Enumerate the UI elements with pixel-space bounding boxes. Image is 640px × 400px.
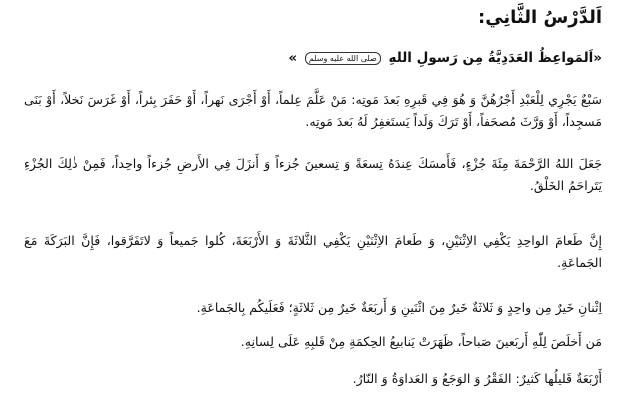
section-heading (288, 47, 602, 69)
hadith-paragraph-5: مَن أَخلَصَ لِلّٰهِ أَربَعينَ صَباحاً، ظَهَرَتْ يَنابيعُ الحِكمَةِ مِنْ قَلبِهِ عَلَى لِسانِهِ. (240, 334, 602, 349)
hadith-paragraph-4: اِثْنانِ خَيرٌ مِن واحِدٍ وَ ثَلاثَةٌ خَيرٌ مِنَ اثْنَينِ وَ أَربَعَةٌ خَيرٌ مِن ثَلاثَةٍ؛ فَعَلَيكُم بِالجَماعَةِ. (196, 300, 602, 315)
salawat-emblem: صلى الله عليه وسلم (305, 52, 381, 65)
section-heading-closing: » (288, 50, 298, 66)
section-heading-text: «اَلمَواعِظُ العَدَدِيَّةُ مِن رَسولِ اللهِ (388, 50, 602, 66)
hadith-paragraph-1: سَبْعٌ يَجْرِي لِلْعَبْدِ أَجْرُهُنَّ وَ هُوَ فِي قَبرِهِ بَعدَ مَوتِه: مَنْ عَلَّمَ عِلماً، أَوْ أَجْرَى نَهراً، أَوْ حَفَرَ بِئراً، أَوْ غَرَسَ نَخلاً، أَوْ بَنَى مَسجِداً، أَوْ وَرَّثَ مُصحَفاً، أَوْ تَرَكَ وَلَداً يَستَغفِرُ لَهُ بَعدَ مَوتِه. (24, 92, 602, 129)
hadith-paragraph-2: جَعَلَ اللهُ الرَّحْمَةَ مِئَةَ جُزْءٍ، فَأَمسَكَ عِندَهُ تِسعَةً وَ تِسعينَ جُزءاً وَ أَنزَلَ فِي الأَرضِ جُزءاً واحِداً، فَمِنْ ذٰلِكَ الجُزْءِ يَتَراحَمُ الخَلْقُ. (24, 156, 602, 193)
hadith-paragraph-3: إِنَّ طَعامَ الواحِدِ يَكْفِي الاِثْنَيْنِ، وَ طَعامَ الاِثْنَيْنِ يَكْفِي الثَّلاثَةَ وَ الأَرْبَعَةَ، كُلوا جَميعاً وَ لاتَفَرَّقوا، فَإِنَّ البَرَكَةَ مَعَ الجَماعَةِ. (24, 233, 602, 270)
hadith-paragraph-6: أَرْبَعَةٌ قَليلُها كَثيرٌ: الفَقْرُ وَ الوَجَعُ وَ العَداوَةُ وَ النّارُ. (352, 371, 602, 386)
lesson-title: اَلدَّرْسُ الثَّانِي: (478, 7, 602, 28)
